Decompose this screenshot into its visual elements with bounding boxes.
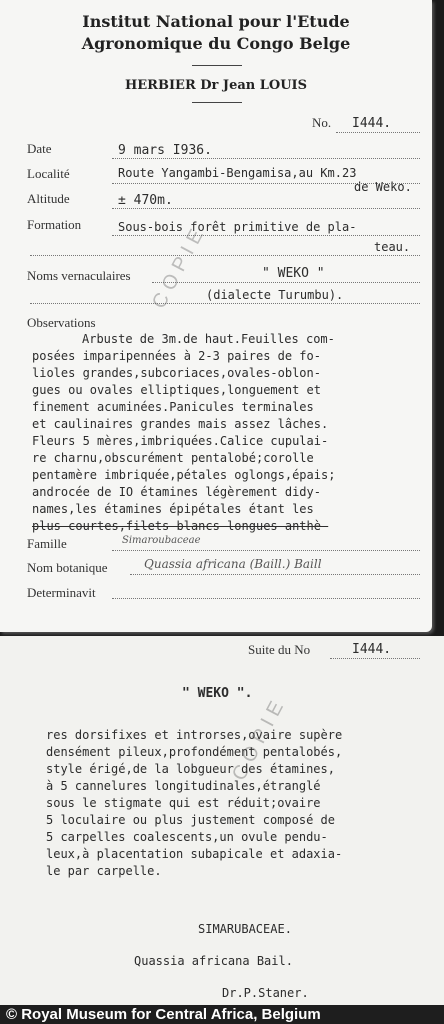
continuation-line: 5 carpelles coalescents,un ovule pendu- — [46, 830, 328, 844]
observation-line: gues ou ovales elliptiques,longuement et — [32, 383, 321, 397]
observation-line: finement acuminées.Panicules terminales — [32, 400, 314, 414]
copyright-footer: © Royal Museum for Central Africa, Belgium — [0, 1005, 444, 1024]
formation-dotline2 — [30, 255, 420, 256]
continuation-line: leux,à placentation subapicale et adaxia- — [46, 847, 343, 861]
observation-line: et caulinaires grandes mais assez lâches. — [32, 417, 329, 431]
copie-stamp: COPIE — [228, 692, 291, 785]
vernacular-value-line2: (dialecte Turumbu). — [206, 288, 344, 302]
date-dotline — [112, 158, 420, 159]
institute-name-line2: Agronomique du Congo Belge — [81, 34, 351, 53]
suite-label: Suite du No — [248, 642, 311, 657]
observation-line: androcée de IO étamines légèrement didy- — [32, 485, 321, 499]
continuation-line: à 5 cannelures longitudinales,étranglé — [46, 779, 321, 793]
herbier-title: HERBIER Dr Jean LOUIS — [124, 78, 308, 93]
altitude-dotline — [112, 208, 420, 209]
nom-botanique-label: Nom botanique — [27, 560, 108, 575]
altitude-value: ± 470m. — [118, 193, 173, 208]
vernacular-label: Noms vernaculaires — [27, 268, 131, 283]
suite-dotline — [330, 658, 420, 659]
observation-line: posées imparipennées à 2-3 paires de fo- — [32, 349, 321, 363]
nom-botanique-dotline — [130, 574, 420, 575]
continuation-line: sous le stigmate qui est réduit;ovaire — [46, 796, 321, 810]
suite-value: I444. — [352, 642, 392, 657]
localite-value-line2: de Weko. — [354, 180, 412, 194]
date-value: 9 mars I936. — [118, 143, 212, 158]
continuation-line: style érigé,de la lobgueur des étamines, — [46, 762, 335, 776]
continuation-card — [0, 636, 444, 1005]
localite-label: Localité — [27, 166, 70, 181]
number-label: No. — [312, 115, 332, 130]
date-label: Date — [27, 141, 52, 156]
header-divider — [192, 65, 242, 66]
determinavit-label: Determinavit — [27, 585, 96, 600]
famille-value: Simaroubaceae — [122, 535, 201, 546]
observation-line: plus courtes,filets blancs longues anthè- — [32, 519, 329, 533]
vernacular-dotline2 — [30, 303, 420, 304]
family-name: SIMARUBACEAE. — [198, 922, 292, 936]
institute-name-line1: Institut National pour l'Etude — [82, 12, 350, 31]
determinavit-dotline — [112, 598, 420, 599]
vernacular-value-line1: " WEKO " — [262, 266, 325, 281]
famille-label: Famille — [27, 536, 67, 551]
continuation-line: densément pileux,profondément pentalobés, — [46, 745, 343, 759]
species-name: Quassia africana Bail. — [134, 954, 293, 968]
observations-label: Observations — [27, 315, 96, 330]
localite-dotline — [112, 183, 420, 184]
number-value: I444. — [352, 116, 392, 131]
famille-dotline — [112, 550, 420, 551]
continuation-line: res dorsifixes et introrses,ovaire supère — [46, 728, 343, 742]
localite-value-line1: Route Yangambi-Bengamisa,au Km.23 — [118, 166, 357, 180]
formation-value-line1: Sous-bois forêt primitive de pla- — [118, 220, 357, 234]
copie-stamp: COPIE — [148, 220, 211, 313]
observation-line: Fleurs 5 mères,imbriquées.Calice cupulai- — [32, 434, 329, 448]
observation-line: pentamère imbriquée,pétales oglongs,épais; — [32, 468, 336, 482]
nom-botanique-value: Quassia africana (Baill.) Baill — [144, 557, 322, 571]
continuation-line: 5 loculaire ou plus justement composé de — [46, 813, 335, 827]
observation-line: lioles grandes,subcoriaces,ovales-oblon- — [32, 366, 321, 380]
determiner-name: Dr.P.Staner. — [222, 986, 309, 1000]
observation-line: names,les étamines épipétales étant les — [32, 502, 314, 516]
continuation-title: " WEKO ". — [182, 686, 253, 701]
observation-line: re charnu,obscurément pentalobé;corolle — [32, 451, 314, 465]
herbier-divider — [192, 102, 242, 103]
altitude-label: Altitude — [27, 191, 70, 206]
observation-line: Arbuste de 3m.de haut.Feuilles com- — [82, 332, 335, 346]
formation-dotline1 — [112, 235, 420, 236]
formation-label: Formation — [27, 217, 82, 232]
number-dotline — [336, 132, 420, 133]
continuation-line: le par carpelle. — [46, 864, 162, 878]
formation-value-line2: teau. — [374, 240, 411, 254]
vernacular-dotline1 — [152, 282, 420, 283]
